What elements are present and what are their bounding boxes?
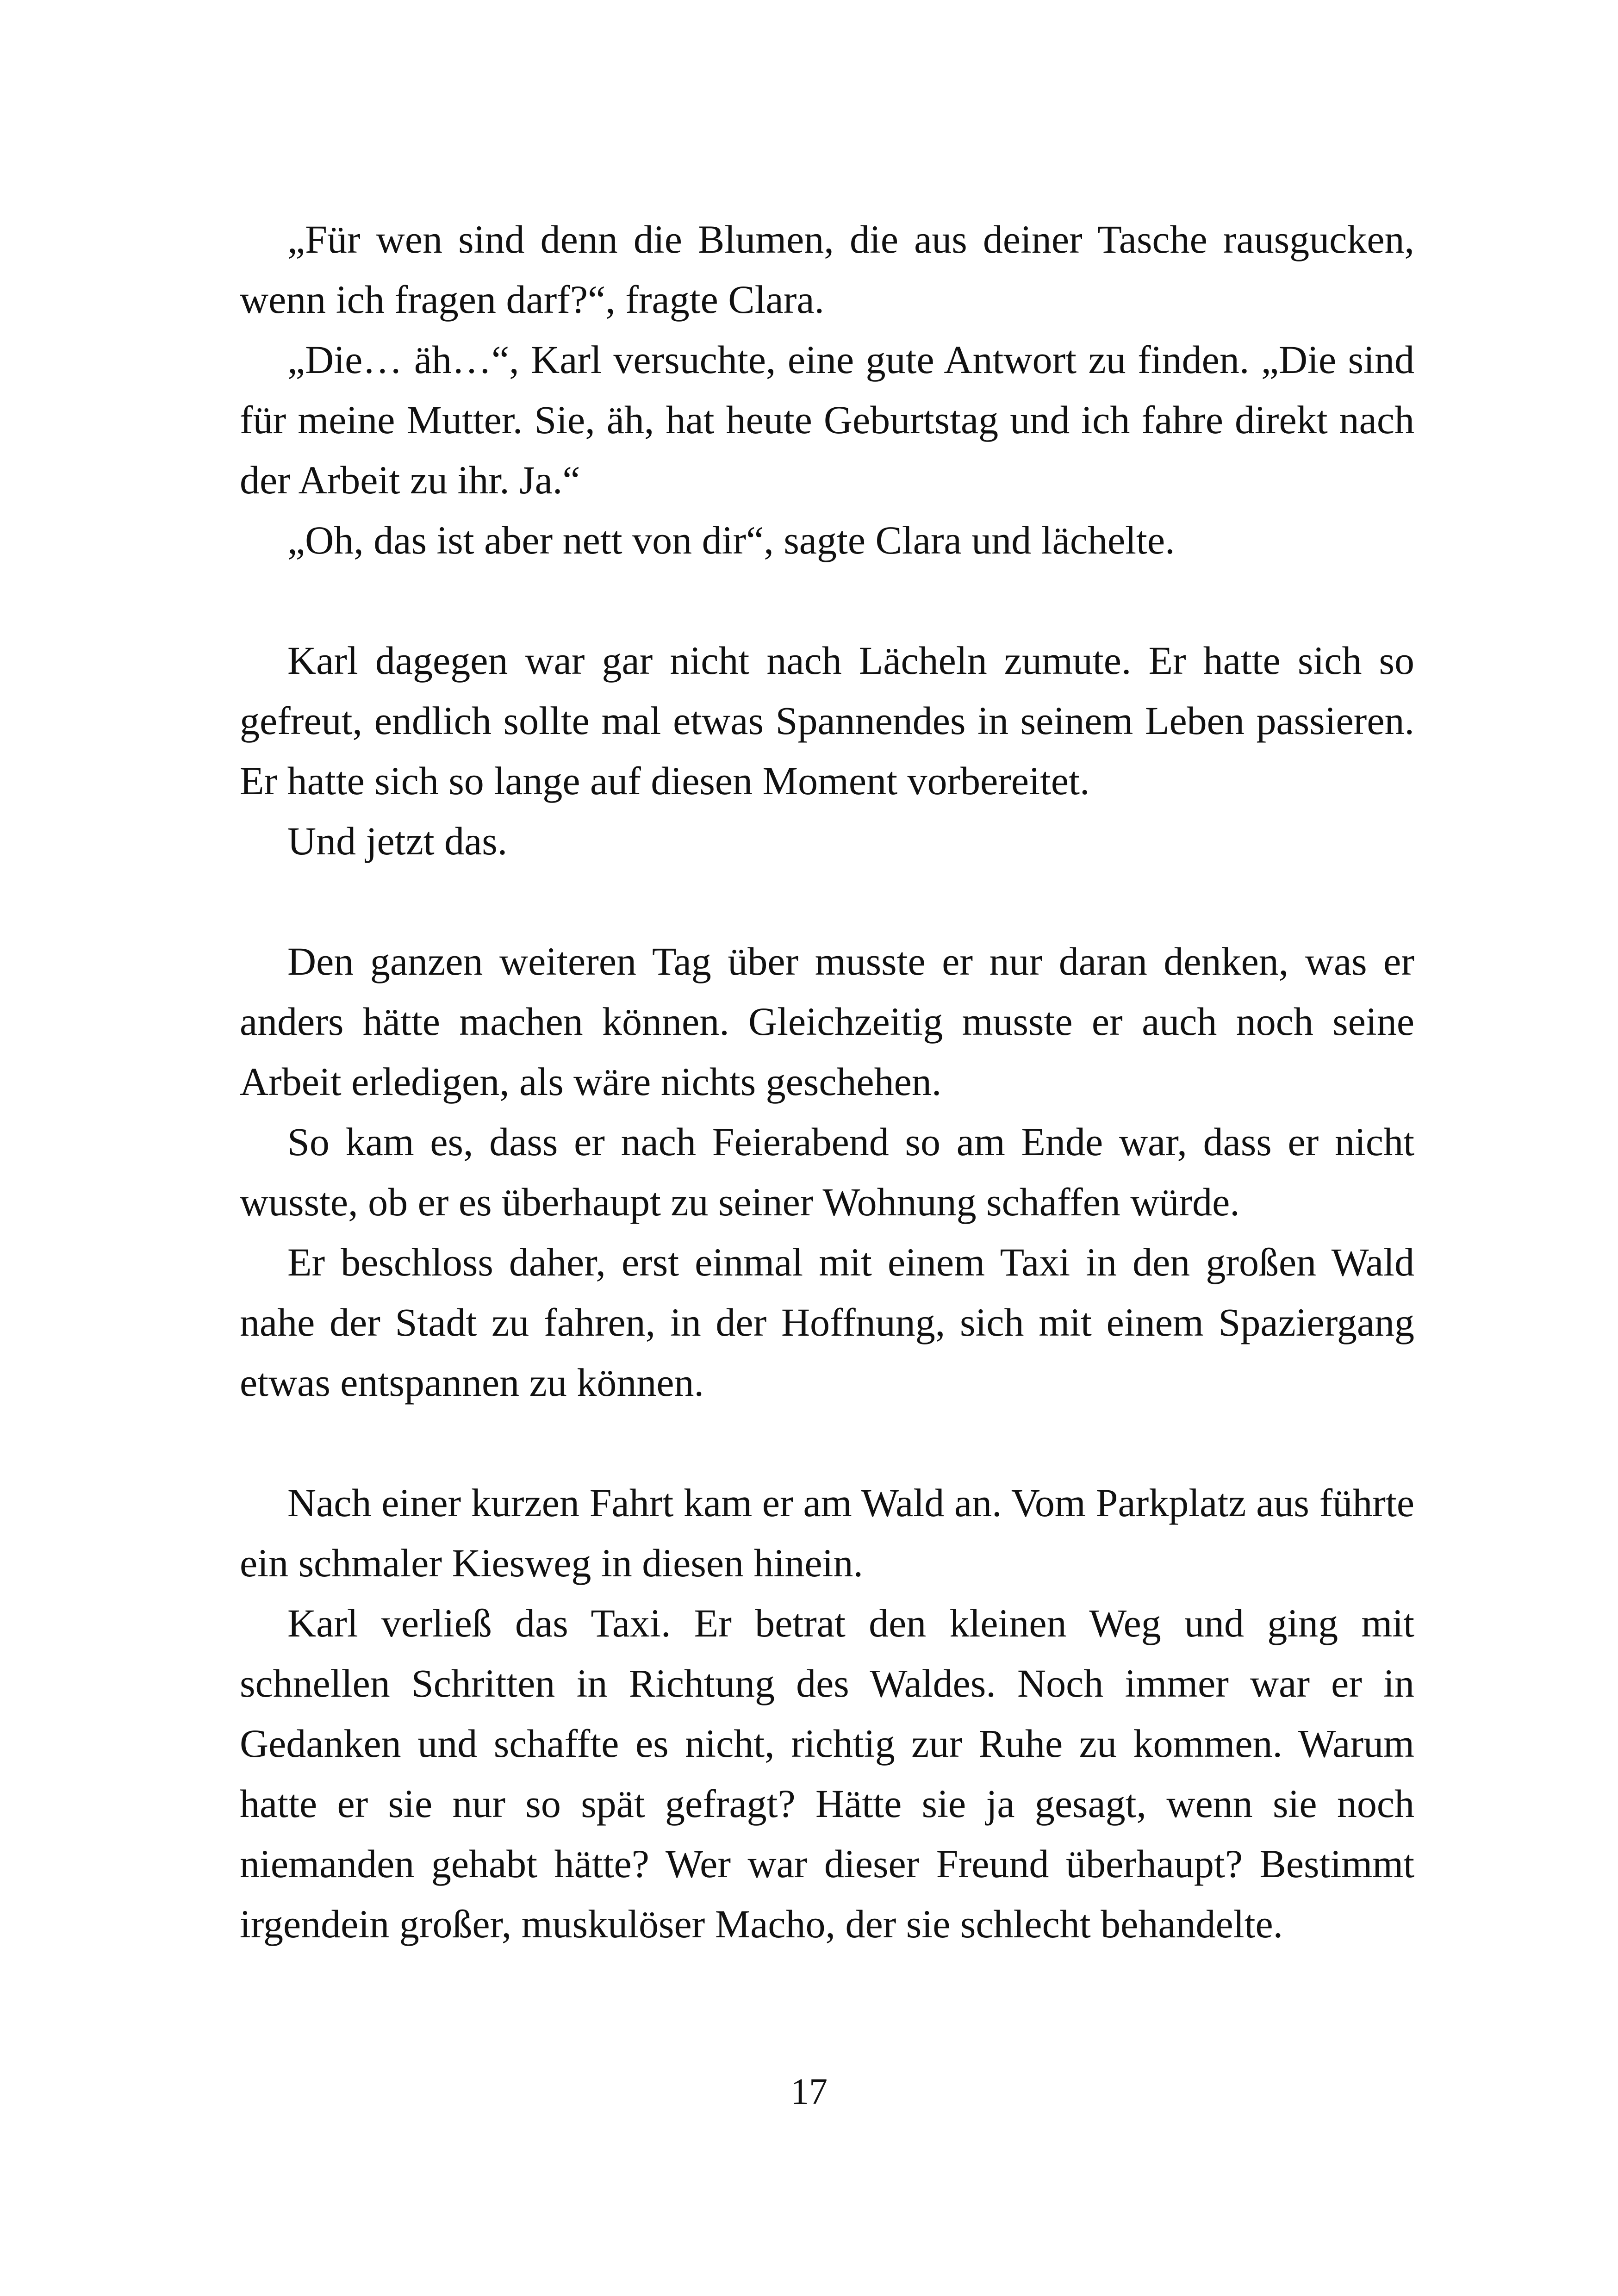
paragraph: Den ganzen weiteren Tag über musste er nur daran denken, was er anders hätte machen können. Gleichzeitig musste er auch noch seine Arbeit erledigen, als wäre nichts geschehen. [240, 939, 1414, 1104]
paragraph: „Für wen sind denn die Blumen, die aus deiner Tasche rausgucken, wenn ich fragen darf?“, fragte Clara. [240, 217, 1414, 322]
section-break [240, 871, 1414, 931]
paragraph: „Die… äh…“, Karl versuchte, eine gute Antwort zu finden. „Die sind für meine Mutter. Sie, äh, hat heute Geburtstag und ich fahre direkt nach der Arbeit zu ihr. Ja.“ [240, 337, 1414, 502]
section-break [240, 1412, 1414, 1473]
paragraph: Karl dagegen war gar nicht nach Lächeln zumute. Er hatte sich so gefreut, endlich sollte mal etwas Spannendes in seinem Leben passieren. Er hatte sich so lange auf diesen Moment vorbereitet. [240, 638, 1414, 803]
body-text [240, 209, 1414, 1954]
section-break [240, 570, 1414, 630]
paragraph: „Oh, das ist aber nett von dir“, sagte Clara und lächelte. [287, 518, 1175, 562]
paragraph: Er beschloss daher, erst einmal mit einem Taxi in den großen Wald nahe der Stadt zu fahren, in der Hoffnung, sich mit einem Spaziergang etwas entspannen zu können. [240, 1240, 1414, 1405]
paragraph: Und jetzt das. [287, 819, 508, 863]
page-number: 17 [790, 2072, 828, 2112]
paragraph: Nach einer kurzen Fahrt kam er am Wald an. Vom Parkplatz aus führte ein schmaler Kiesweg in diesen hinein. [240, 1481, 1414, 1585]
paragraph: Karl verließ das Taxi. Er betrat den kleinen Weg und ging mit schnellen Schritten in Richtung des Waldes. Noch immer war er in Gedanken und schaffte es nicht, richtig zur Ruhe zu kommen. Warum hatte er sie nur so spät gefragt? Hätte sie ja gesagt, wenn sie noch niemanden gehabt hätte? Wer war dieser Freund überhaupt? Bestimmt irgendein großer, muskulöser Macho, der sie schlecht behandelte. [240, 1601, 1414, 1946]
paragraph: So kam es, dass er nach Feierabend so am Ende war, dass er nicht wusste, ob er es überhaupt zu seiner Wohnung schaffen würde. [240, 1120, 1414, 1224]
